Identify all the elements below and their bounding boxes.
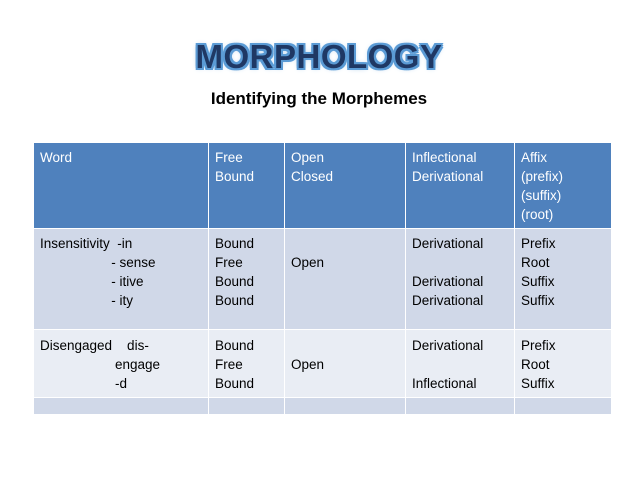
free-bound-cell: [209, 229, 285, 330]
header-free-bound: [209, 143, 285, 229]
affix-value: Suffix: [521, 376, 555, 391]
header-affix: [515, 143, 612, 229]
header-free-label: Free: [215, 150, 243, 165]
open-closed-value: [291, 234, 399, 253]
free-bound-value: Bound: [215, 274, 255, 289]
infl-deriv-value: Derivational: [412, 236, 484, 251]
header-inflectional-label: Inflectional: [412, 150, 477, 165]
free-bound-value: Free: [215, 357, 243, 372]
header-root-label: (root): [521, 207, 554, 222]
slide-title: MORPHOLOGY: [195, 38, 443, 75]
empty-cell: [515, 398, 612, 415]
table-row: [34, 229, 612, 330]
affix-value: Prefix: [521, 338, 556, 353]
word-line: - ity: [40, 293, 134, 308]
infl-deriv-value: Derivational: [412, 293, 484, 308]
slide-subtitle: Identifying the Morphemes: [210, 89, 428, 108]
morpheme-table: [33, 142, 612, 415]
header-derivational-label: Derivational: [412, 169, 484, 184]
infl-deriv-value: [412, 355, 508, 374]
empty-cell: [34, 398, 209, 415]
word-line: engage: [40, 357, 161, 372]
header-bound-label: Bound: [215, 169, 255, 184]
header-closed-label: Closed: [291, 169, 334, 184]
affix-cell: [515, 330, 612, 398]
empty-cell: [209, 398, 285, 415]
affix-value: Root: [521, 255, 550, 270]
open-closed-cell: [285, 229, 406, 330]
header-suffix-label: (suffix): [521, 188, 562, 203]
word-line: - sense: [40, 255, 156, 270]
affix-value: Suffix: [521, 293, 555, 308]
infl-deriv-value: [412, 253, 508, 272]
open-closed-value: [291, 336, 399, 355]
free-bound-cell: [209, 330, 285, 398]
table-header-row: [34, 143, 612, 229]
open-closed-value: Open: [291, 357, 325, 372]
word-cell: [34, 330, 209, 398]
affix-value: Suffix: [521, 274, 555, 289]
infl-deriv-cell: [406, 330, 515, 398]
empty-table-row: [34, 398, 612, 415]
word-line: Insensitivity -in: [40, 236, 133, 251]
empty-cell: [406, 398, 515, 415]
word-line: -d: [40, 376, 128, 391]
free-bound-value: Bound: [215, 293, 255, 308]
free-bound-value: Bound: [215, 338, 255, 353]
open-closed-value: Open: [291, 255, 325, 270]
affix-value: Prefix: [521, 236, 556, 251]
header-word-label: Word: [40, 150, 73, 165]
header-inflectional-derivational: [406, 143, 515, 229]
header-prefix-label: (prefix): [521, 169, 564, 184]
infl-deriv-value: Inflectional: [412, 376, 477, 391]
open-closed-cell: [285, 330, 406, 398]
table-row: [34, 330, 612, 398]
free-bound-value: Bound: [215, 236, 255, 251]
word-line: Disengaged dis-: [40, 338, 149, 353]
header-affix-label: Affix: [521, 150, 548, 165]
empty-cell: [285, 398, 406, 415]
free-bound-value: Bound: [215, 376, 255, 391]
free-bound-value: Free: [215, 255, 243, 270]
word-line: - itive: [40, 274, 144, 289]
header-open-label: Open: [291, 150, 325, 165]
header-open-closed: [285, 143, 406, 229]
infl-deriv-value: Derivational: [412, 338, 484, 353]
affix-value: Root: [521, 357, 550, 372]
affix-cell: [515, 229, 612, 330]
word-cell: [34, 229, 209, 330]
infl-deriv-value: Derivational: [412, 274, 484, 289]
infl-deriv-cell: [406, 229, 515, 330]
header-word: [34, 143, 209, 229]
